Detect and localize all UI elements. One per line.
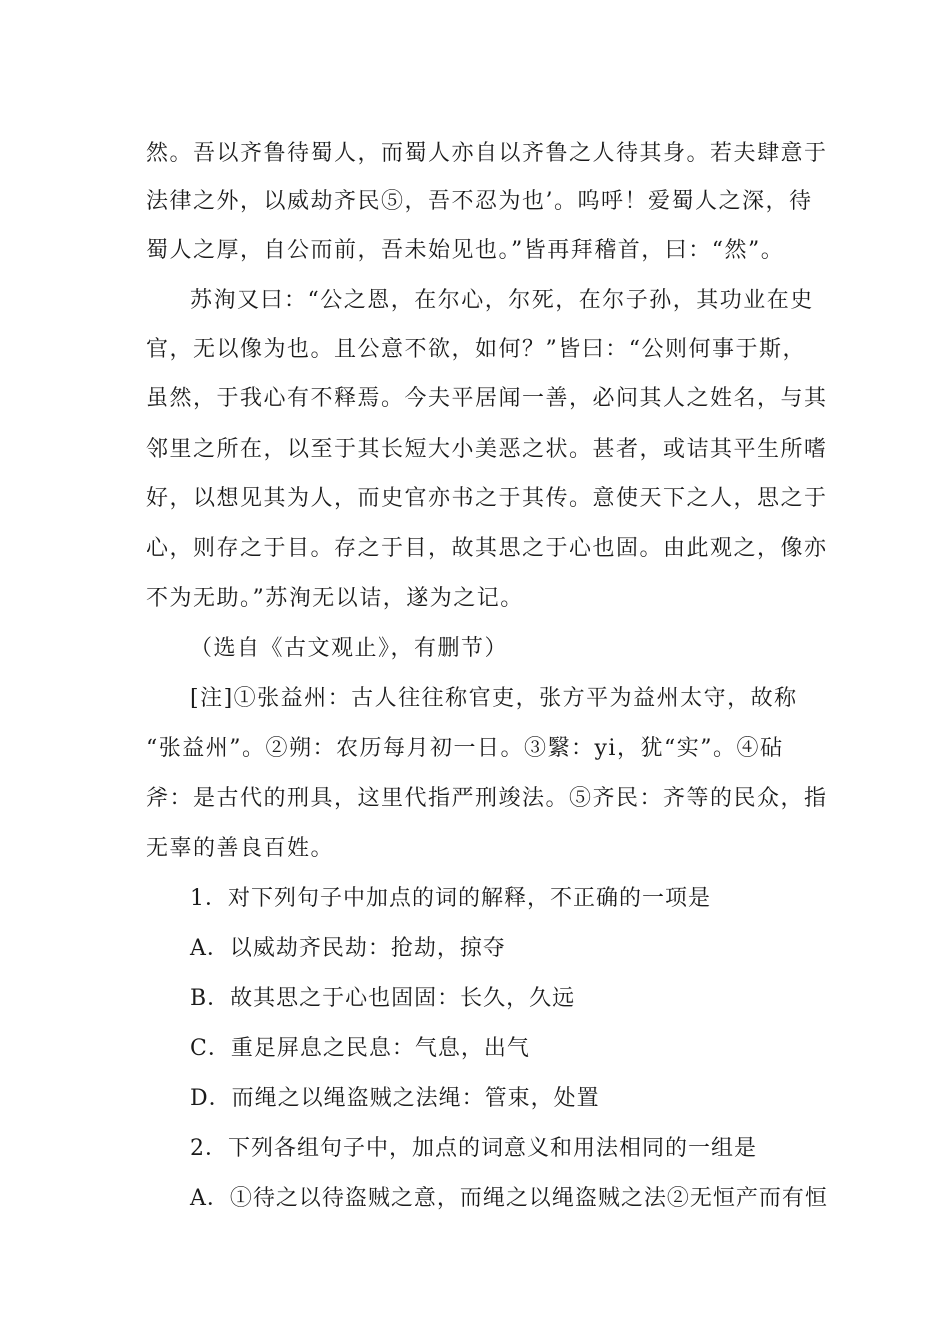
- text-line: 不为无助。”苏洵无以诘，遂为之记。: [146, 586, 524, 611]
- paragraph-first-line: 苏洵又曰：“公之恩，在尔心，尔死，在尔子孙，其功业在史: [190, 288, 814, 313]
- question-1-option-d: D．而绳之以绳盗贼之法绳：管束，处置: [190, 1086, 600, 1111]
- annotation-line: 斧：是古代的刑具，这里代指严刑竣法。⑤齐民：齐等的民众，指: [146, 786, 828, 811]
- question-2: 2．下列各组句子中，加点的词意义和用法相同的一组是: [190, 1136, 757, 1161]
- text-line: 心，则存之于目。存之于目，故其思之于心也固。由此观之，像亦: [146, 536, 828, 561]
- text-line: 官，无以像为也。且公意不欲，如何？”皆曰：“公则何事于斯，: [146, 337, 806, 362]
- text-line: 法律之外，以威劫齐民⑤，吾不忍为也’。呜呼！爱蜀人之深，待: [146, 189, 813, 214]
- annotation-line: [注]①张益州：古人往往称官吏，张方平为益州太守，故称: [190, 686, 798, 711]
- question-1: 1．对下列句子中加点的词的解释，不正确的一项是: [190, 886, 711, 911]
- question-1-option-b: B．故其思之于心也固固：长久，久远: [190, 986, 576, 1011]
- question-1-option-c: C．重足屏息之民息：气息，出气: [190, 1036, 530, 1061]
- text-line: 然。吾以齐鲁待蜀人，而蜀人亦自以齐鲁之人待其身。若夫肆意于: [146, 141, 828, 166]
- question-1-option-a: A．以威劫齐民劫：抢劫，掠夺: [190, 936, 506, 961]
- annotation-line: “张益州”。②朔：农历每月初一日。③繄：yi，犹“实”。④砧: [146, 736, 784, 761]
- text-line: 邻里之所在，以至于其长短大小美恶之状。甚者，或诘其平生所嗜: [146, 437, 828, 462]
- question-2-option-a: A．①待之以待盗贼之意，而绳之以绳盗贼之法②无恒产而有恒: [190, 1186, 828, 1211]
- text-line: 好，以想见其为人，而史官亦书之于其传。意使天下之人，思之于: [146, 486, 828, 511]
- source-note: （选自《古文观止》，有删节）: [190, 636, 509, 661]
- text-line: 虽然，于我心有不释焉。今夫平居闻一善，必问其人之姓名，与其: [146, 386, 828, 411]
- annotation-line: 无辜的善良百姓。: [146, 836, 335, 861]
- text-line: 蜀人之厚，自公而前，吾未始见也。”皆再拜稽首，曰：“然”。: [146, 238, 785, 263]
